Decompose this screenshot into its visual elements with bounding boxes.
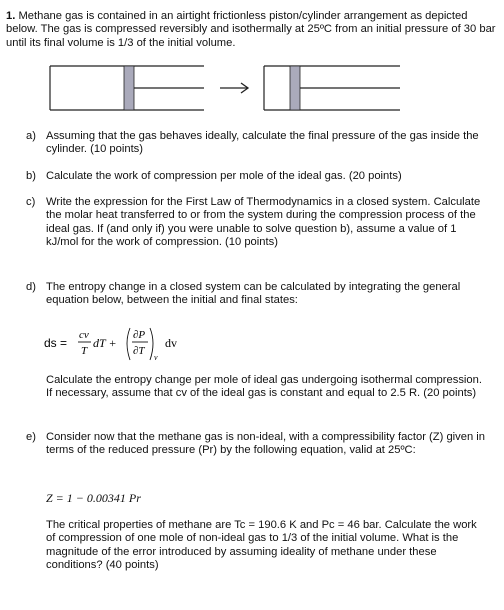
piston-final [290, 66, 300, 110]
question-text: Calculate the work of compression per mole of the ideal gas. (20 points) [46, 170, 402, 182]
question-e [26, 431, 488, 458]
question-text: Consider now that the methane gas is non-ideal, with a compressibility factor (Z) given in terms of the reduced pressure (Pr) by the following equation, valid at 25ºC: [46, 431, 486, 457]
question-d [26, 281, 488, 308]
question-letter: a) [26, 130, 36, 142]
eq-cv: cv [79, 329, 89, 341]
question-letter: d) [26, 281, 36, 293]
eq-t: T [81, 345, 88, 357]
question-text: The critical properties of methane are Tc = 190.6 K and Pc = 46 bar. Calculate the work of compression of one mole of non-ideal gas to 1/3 of the initial volume. What is the magnitude of the error introduced by assuming ideality of methane under these conditions? (40 points) [46, 519, 477, 571]
entropy-equation [44, 322, 244, 366]
question-d-continued [26, 374, 488, 401]
z-equation: Z = 1 − 0.00341 Pr [46, 491, 141, 505]
piston-initial [124, 66, 134, 110]
problem-intro-text: Methane gas is contained in an airtight frictionless piston/cylinder arrangement as depicted below. The gas is compressed reversibly and isothermally at 25ºC from an initial pressure of 30 bar until its final volume is 1/3 of the initial volume. [6, 10, 496, 49]
cylinder-final [264, 66, 400, 110]
eq-dt: dT + [93, 336, 117, 350]
eq-sub: v [154, 353, 158, 362]
eq-dtpart: ∂T [133, 345, 145, 357]
question-a [26, 130, 488, 157]
arrow-icon [220, 83, 248, 93]
question-letter: b) [26, 170, 36, 182]
eq-lhs: ds = [44, 336, 68, 350]
problem-intro [6, 10, 500, 50]
question-text: The entropy change in a closed system can be calculated by integrating the general equation below, between the initial and final states: [46, 281, 461, 307]
question-text: Calculate the entropy change per mole of ideal gas undergoing isothermal compression. If necessary, assume that cv of the ideal gas is constant and equal to 2.5 R. (20 points) [46, 374, 482, 400]
question-c [26, 196, 488, 249]
question-text: Write the expression for the First Law of Thermodynamics in a closed system. Calculate the molar heat transferred to or from the system during the compression process of the ideal gas. If (and only if) you were unable to solve question b), assume a value of 1 kJ/mol for the work of compression. (10 points) [46, 196, 481, 248]
question-letter: c) [26, 196, 36, 208]
eq-dp: ∂P [133, 329, 146, 341]
piston-cylinder-diagram [44, 60, 464, 116]
cylinder-initial [50, 66, 204, 110]
question-e-continued [26, 519, 488, 572]
question-b [26, 170, 488, 183]
problem-number: 1. [6, 10, 16, 22]
question-text: Assuming that the gas behaves ideally, calculate the final pressure of the gas inside the cylinder. (10 points) [46, 130, 479, 156]
eq-dv: dv [165, 336, 177, 350]
question-letter: e) [26, 431, 36, 443]
